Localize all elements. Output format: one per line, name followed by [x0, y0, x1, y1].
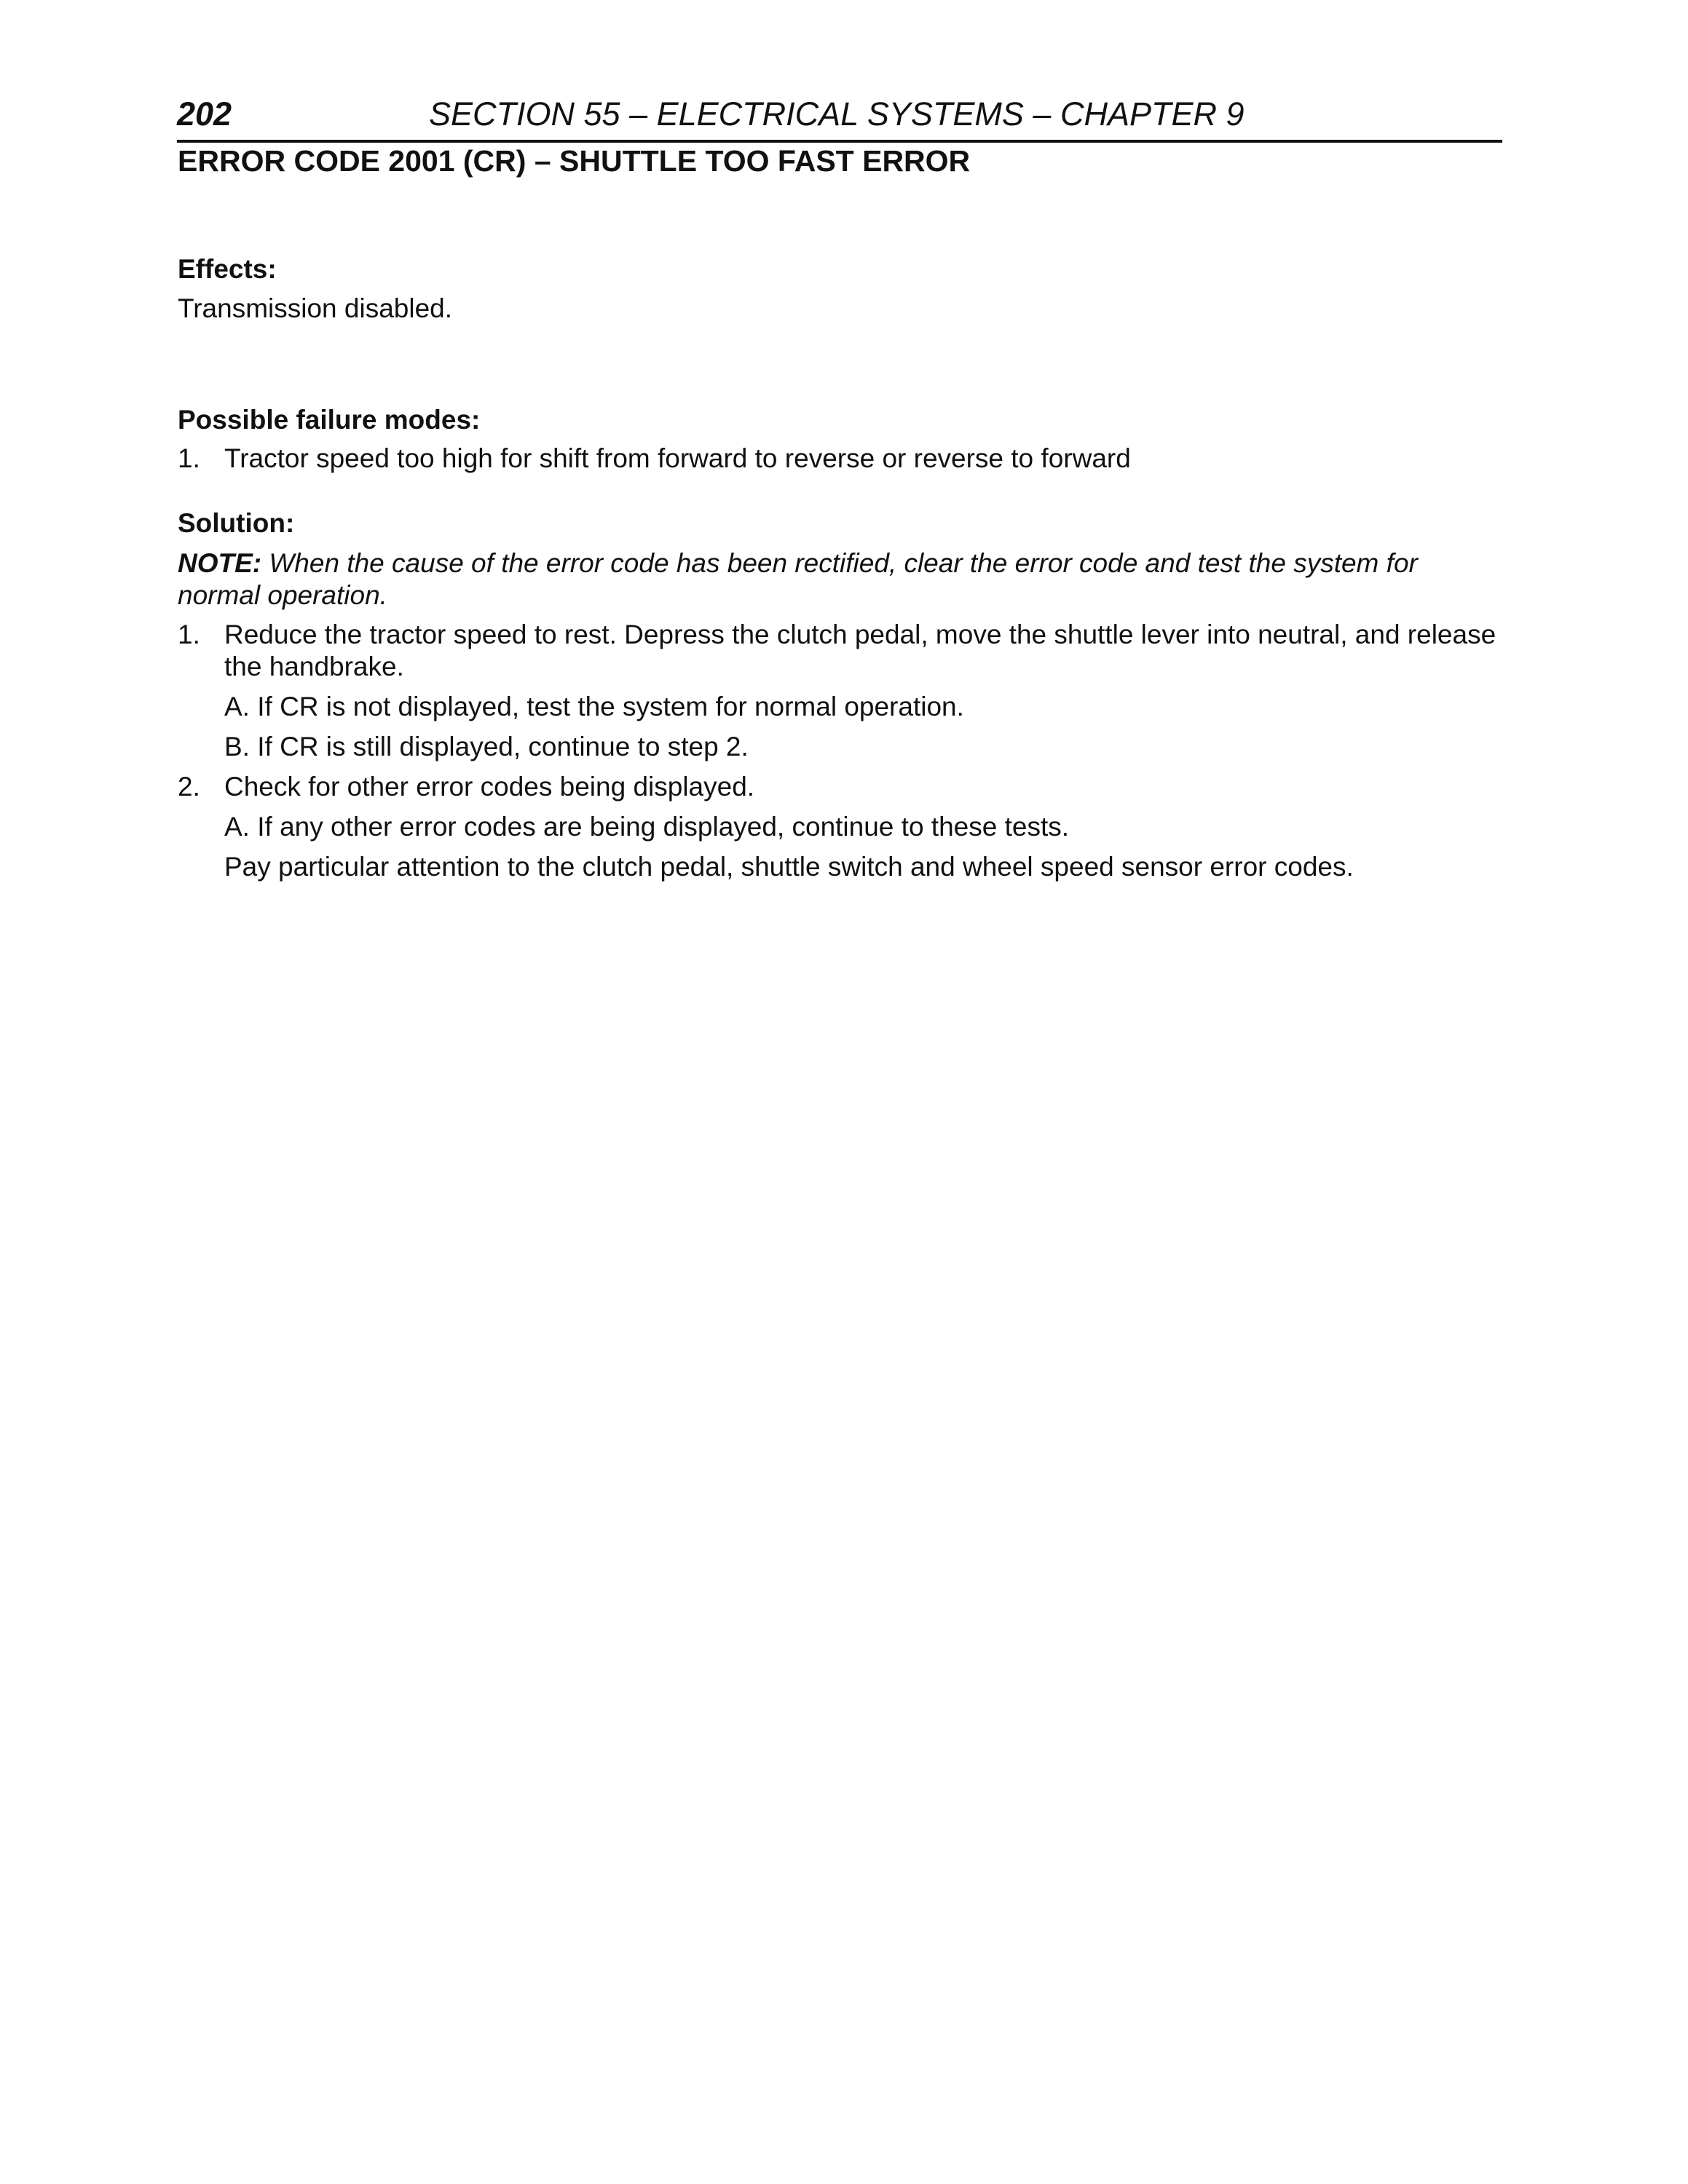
failure-modes-heading: Possible failure modes:: [178, 405, 481, 435]
list-number: 1.: [178, 620, 200, 649]
failure-mode-item: [178, 443, 1504, 475]
solution-substep: B. If CR is still displayed, continue to step 2.: [224, 732, 749, 761]
solution-step-text: Check for other error codes being displayed.: [224, 772, 755, 802]
list-number: 2.: [178, 772, 200, 802]
solution-step-text: Reduce the tractor speed to rest. Depress the clutch pedal, move the shuttle lever into neutral, and release the handbrake.: [224, 620, 1496, 681]
solution-step: [178, 771, 1504, 803]
note-label: NOTE:: [178, 548, 262, 578]
effects-heading: Effects:: [178, 254, 277, 284]
failure-modes-list: [178, 443, 1504, 475]
effects-text: Transmission disabled.: [178, 293, 453, 323]
error-code-title: ERROR CODE 2001 (CR) – SHUTTLE TOO FAST ERROR: [178, 144, 971, 178]
page-number: 202: [177, 95, 232, 132]
note-paragraph: [178, 547, 1504, 612]
note-text: When the cause of the error code has been rectified, clear the error code and test the system for normal operation.: [178, 548, 1418, 610]
solution-substep: A. If CR is not displayed, test the system for normal operation.: [224, 692, 964, 721]
page-header: [177, 92, 1502, 143]
page-content: [178, 141, 1504, 883]
solution-heading: Solution:: [178, 508, 295, 538]
running-title: SECTION 55 – ELECTRICAL SYSTEMS – CHAPTER 9: [429, 95, 1245, 132]
solution-step: [178, 619, 1504, 683]
list-number: 1.: [178, 443, 200, 473]
solution-substep: A. If any other error codes are being displayed, continue to these tests.: [224, 812, 1070, 842]
failure-mode-text: Tractor speed too high for shift from forward to reverse or reverse to forward: [224, 443, 1131, 473]
solution-substep: Pay particular attention to the clutch pedal, shuttle switch and wheel speed sensor error codes.: [224, 852, 1354, 882]
